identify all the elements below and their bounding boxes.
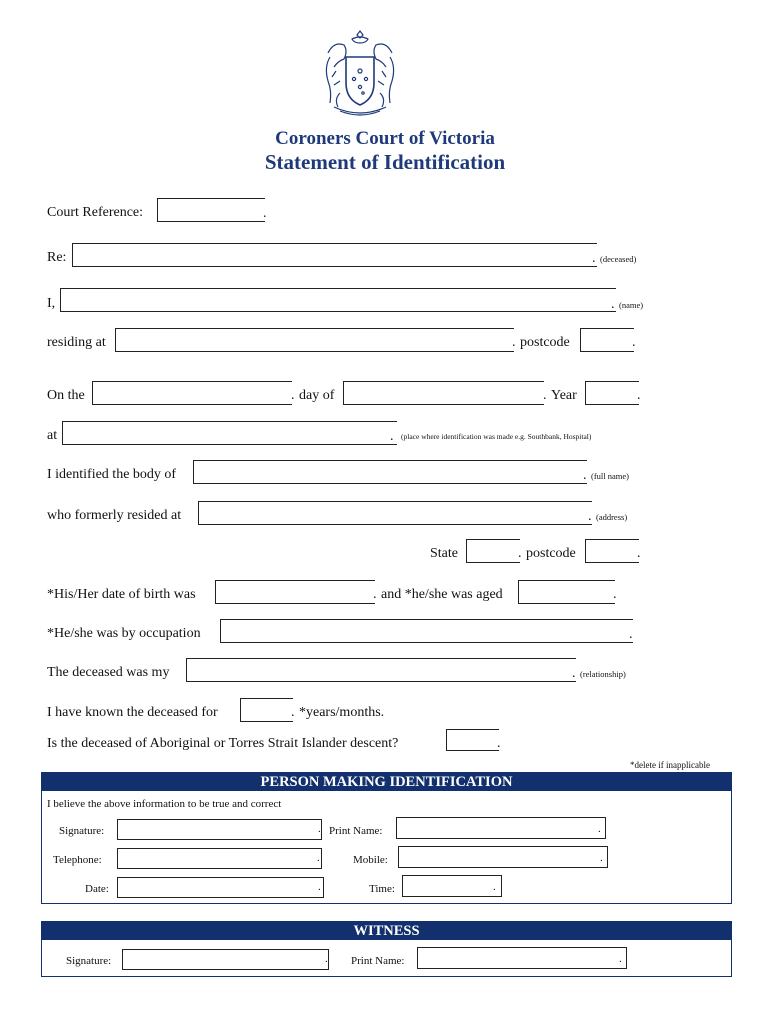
deceased-name-field[interactable] bbox=[72, 243, 597, 267]
on-the-label: On the bbox=[47, 388, 85, 403]
witness-print-name-field[interactable] bbox=[417, 947, 627, 969]
period: . bbox=[325, 953, 328, 965]
year-label: Year bbox=[551, 388, 577, 403]
aboriginal-label: Is the deceased of Aboriginal or Torres Strait Islander descent? bbox=[47, 736, 399, 751]
period: . bbox=[611, 297, 615, 312]
occupation-label: *He/she was by occupation bbox=[47, 626, 201, 641]
day-of-label: day of bbox=[299, 388, 335, 403]
period: . bbox=[373, 587, 377, 602]
period: . bbox=[291, 388, 295, 403]
witness-title: WITNESS bbox=[42, 922, 731, 940]
date-label: Date: bbox=[85, 883, 109, 895]
i-label: I, bbox=[47, 296, 56, 311]
deceased-hint: (deceased) bbox=[600, 254, 637, 264]
period: . bbox=[493, 881, 496, 893]
period: . bbox=[318, 823, 321, 835]
place-hint: (place where identification was made e.g. Southbank, Hospital) bbox=[401, 432, 592, 441]
former-address-field[interactable] bbox=[198, 501, 592, 525]
day-field[interactable] bbox=[92, 381, 292, 405]
postcode-label: postcode bbox=[520, 335, 570, 350]
statement-text: I believe the above information to be true and correct bbox=[47, 798, 282, 810]
period: . bbox=[632, 335, 636, 350]
year-field[interactable] bbox=[585, 381, 639, 405]
postcode2-field[interactable] bbox=[585, 539, 639, 563]
month-field[interactable] bbox=[343, 381, 544, 405]
period: . bbox=[317, 852, 320, 864]
period: . bbox=[263, 206, 267, 221]
period: . bbox=[583, 468, 587, 483]
org-name: Coroners Court of Victoria bbox=[275, 128, 495, 149]
date-field[interactable] bbox=[117, 877, 324, 898]
period: . bbox=[592, 251, 596, 266]
full-name-hint: (full name) bbox=[591, 471, 629, 481]
postcode2-label: postcode bbox=[526, 546, 576, 561]
time-field[interactable] bbox=[402, 875, 502, 897]
court-reference-field[interactable] bbox=[157, 198, 265, 222]
age-field[interactable] bbox=[518, 580, 615, 604]
period: . bbox=[512, 335, 516, 350]
print-name-label: Print Name: bbox=[329, 825, 383, 837]
postcode-field[interactable] bbox=[580, 328, 634, 352]
state-field[interactable] bbox=[466, 539, 520, 563]
period: . bbox=[619, 953, 622, 965]
period: . bbox=[613, 587, 617, 602]
years-months-label: *years/months. bbox=[299, 705, 385, 720]
period: . bbox=[390, 429, 394, 444]
known-duration-field[interactable] bbox=[240, 698, 293, 722]
court-reference-label: Court Reference: bbox=[47, 205, 144, 220]
period: . bbox=[572, 666, 576, 681]
deceased-was-my-label: The deceased was my bbox=[47, 665, 170, 680]
aged-label: and *he/she was aged bbox=[381, 587, 503, 602]
residing-address-field[interactable] bbox=[115, 328, 514, 352]
identified-body-label: I identified the body of bbox=[47, 467, 177, 482]
witness-signature-label: Signature: bbox=[66, 955, 112, 967]
witness-print-name-label: Print Name: bbox=[351, 955, 405, 967]
period: . bbox=[629, 627, 633, 642]
re-label: Re: bbox=[47, 250, 67, 265]
formerly-resided-label: who formerly resided at bbox=[47, 508, 182, 523]
address-hint: (address) bbox=[596, 512, 628, 522]
panel-title: PERSON MAKING IDENTIFICATION bbox=[42, 773, 731, 791]
dob-label: *His/Her date of birth was bbox=[47, 587, 196, 602]
at-label: at bbox=[47, 428, 58, 443]
period: . bbox=[318, 881, 321, 893]
dob-field[interactable] bbox=[215, 580, 375, 604]
state-label: State bbox=[430, 546, 458, 561]
print-name-field[interactable] bbox=[396, 817, 606, 839]
period: . bbox=[598, 823, 601, 835]
signature-label: Signature: bbox=[59, 825, 105, 837]
period: . bbox=[637, 388, 641, 403]
period: . bbox=[291, 705, 295, 720]
witness-panel bbox=[41, 921, 732, 977]
known-for-label: I have known the deceased for bbox=[47, 705, 218, 720]
telephone-label: Telephone: bbox=[53, 854, 102, 866]
relationship-field[interactable] bbox=[186, 658, 576, 682]
time-label: Time: bbox=[369, 883, 395, 895]
mobile-field[interactable] bbox=[398, 846, 608, 868]
residing-at-label: residing at bbox=[47, 335, 106, 350]
aboriginal-field[interactable] bbox=[446, 729, 499, 751]
mobile-label: Mobile: bbox=[353, 854, 388, 866]
person-making-identification-panel bbox=[41, 772, 732, 904]
page-title: Statement of Identification bbox=[264, 150, 506, 174]
witness-signature-field[interactable] bbox=[122, 949, 329, 970]
occupation-field[interactable] bbox=[220, 619, 633, 643]
period: . bbox=[543, 388, 547, 403]
full-name-field[interactable] bbox=[193, 460, 587, 484]
period: . bbox=[497, 736, 501, 751]
period: . bbox=[588, 509, 592, 524]
identifier-name-field[interactable] bbox=[60, 288, 616, 312]
signature-field[interactable] bbox=[117, 819, 322, 840]
period: . bbox=[637, 546, 641, 561]
relationship-hint: (relationship) bbox=[580, 669, 626, 679]
place-field[interactable] bbox=[62, 421, 397, 445]
period: . bbox=[600, 852, 603, 864]
delete-note: *delete if inapplicable bbox=[630, 760, 710, 770]
name-hint: (name) bbox=[619, 300, 644, 310]
crest-icon bbox=[318, 27, 402, 121]
period: . bbox=[518, 546, 522, 561]
telephone-field[interactable] bbox=[117, 848, 322, 869]
